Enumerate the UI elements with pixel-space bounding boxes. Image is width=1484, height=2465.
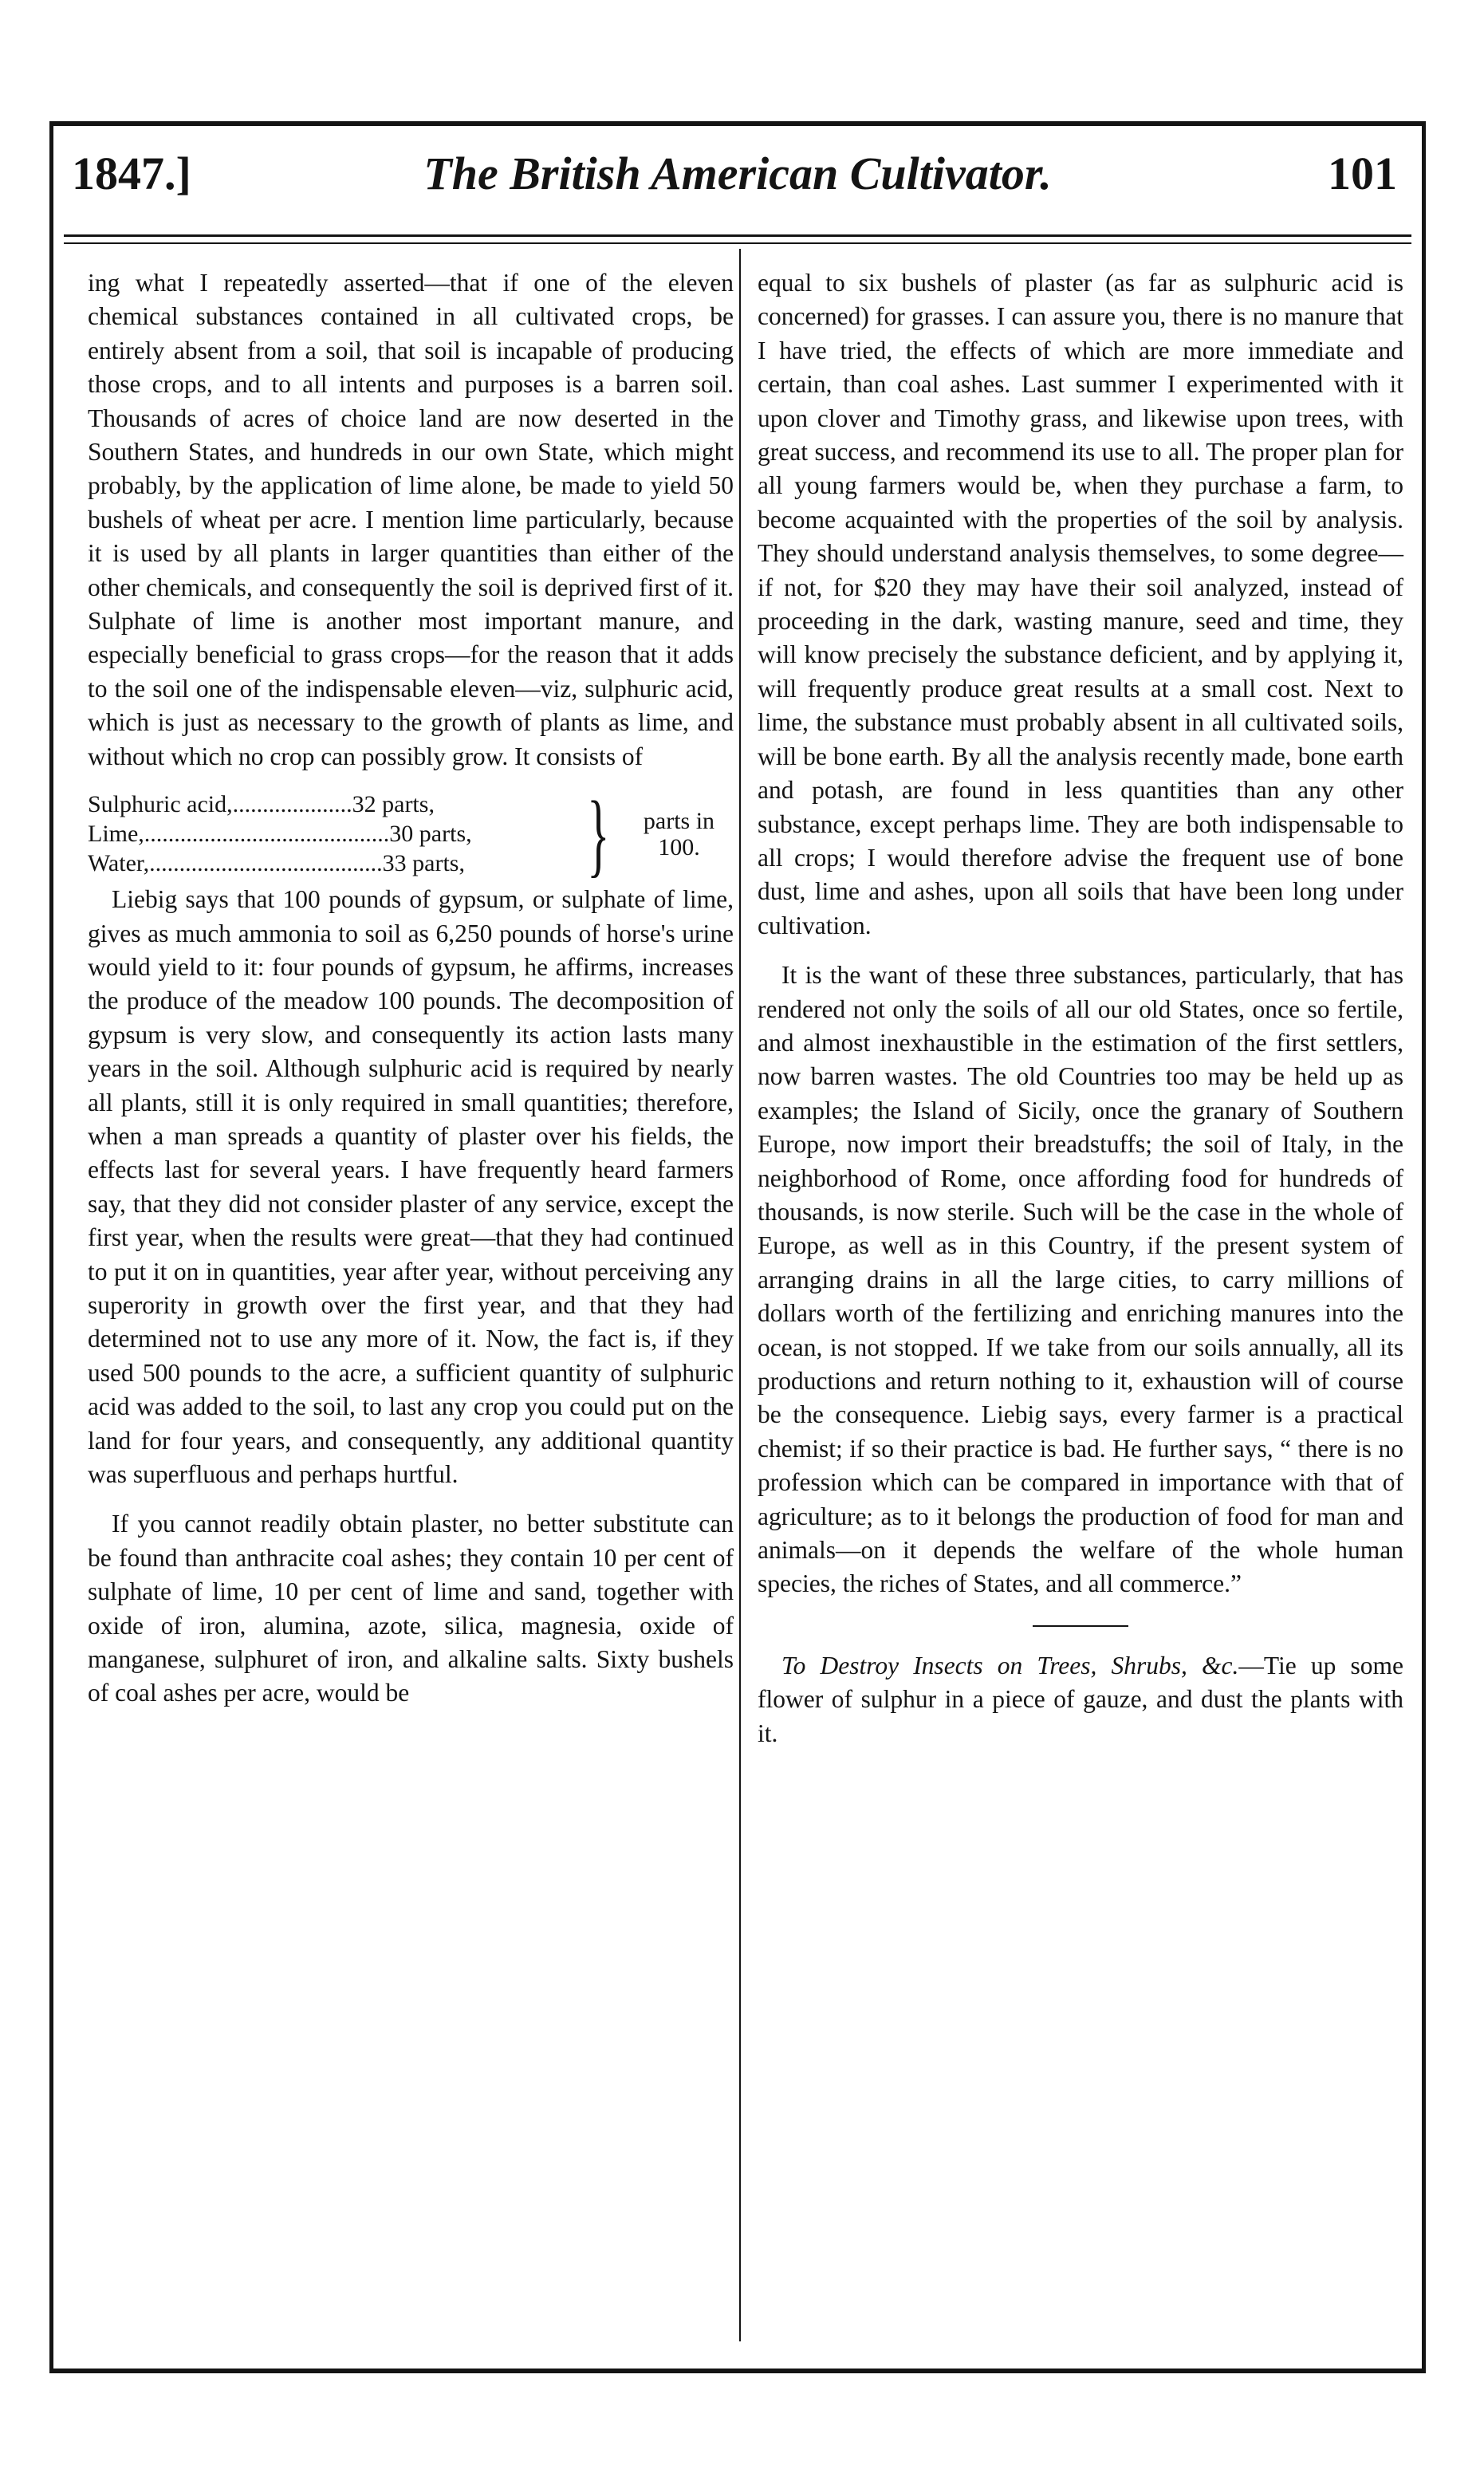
page-header [64, 142, 1411, 230]
column-divider [739, 249, 741, 2341]
frame-top-border [49, 121, 1426, 126]
left-paragraph-2: Liebig says that 100 pounds of gypsum, or sulphate of lime, gives as much ammonia to soil as 6,250 pounds of horse's urine would yield to it: four pounds of gypsum, he affirms, increases the produce of the meadow 100 pounds. The decomposition of gypsum is very slow, and consequently its action lasts many years in the soil. Although sulphuric acid is required by nearly all plants, still it is only required in small quantities; therefore, when a man spreads a quantity of plaster over his fields, the effects last for several years. I have frequently heard farmers say, that they did not consider plaster of any service, except the first year, when the results were great—that they had continued to put it on in quantities, year after year, without perceiving any superority in growth over the first year, and that they had determined not to use any more of it. Now, the fact is, if they used 500 pounds to the acre, a sufficient quantity of sulphuric acid was added to the soil, to last any crop you could put on the land for four years, and consequently, any additional quantity was superfluous and perhaps hurtful. [88, 885, 734, 1488]
right-paragraph-1: equal to six bushels of plaster (as far as sulphuric acid is concerned) for grasses. I can assure you, there is no manure that I have tried, the effects of which are more immediate and certain, than coal ashes. Last summer I experimented with it upon clover and Timothy grass, and likewise upon trees, with great success, and recommend its use to all. The proper plan for all young farmers would be, when they purchase a farm, to become acquainted with the properties of the soil by analysis. They should understand analysis themselves, to some degree—if not, for $20 they may have their soil analyzed, instead of proceeding in the dark, wasting manure, seed and time, they will know precisely the substance deficient, and by applying it, will frequently produce great results at a small cost. Next to lime, the substance must probably absent in all cultivated soils, will be bone earth. By all the analysis recently made, bone earth and potash, are found in less quantities than any other substance, except perhaps lime. They are both indispensable to all crops; I would therefore advise the frequent use of bone dust, lime and ashes, upon all soils that have been long under cultivation. [758, 269, 1403, 939]
header-rule [64, 234, 1411, 237]
page-frame [49, 121, 1426, 2373]
composition-row-water: Water,.......................................33 parts, [88, 850, 465, 877]
frame-left-border [49, 121, 53, 2373]
insect-note-heading: To Destroy Insects on Trees, Shrubs, &c. [781, 1651, 1239, 1679]
header-page-number: 101 [1328, 148, 1397, 199]
header-year: 1847.] [72, 148, 191, 199]
insect-note-text: —Tie up some flower of sulphur in a piece of gauze, and dust the plants with it. [758, 1651, 1404, 1747]
insect-note [758, 1649, 1403, 1750]
left-column [88, 266, 734, 1711]
composition-note: parts in 100. [643, 807, 715, 860]
right-column [758, 266, 1403, 1750]
left-paragraph-3: If you cannot readily obtain plaster, no better substitute can be found than anthracite coal ashes; they contain 10 per cent of sulphate of lime, 10 per cent of lime and sand, together with oxide of iron, alumina, azote, silica, magnesia, oxide of manganese, sulphuret of iron, and alkaline salts. Sixty bushels of coal ashes per acre, would be [88, 1510, 734, 1707]
right-paragraph-2: It is the want of these three substances, particularly, that has rendered not only the soils of all our old States, once so fertile, and almost inexhaustible in the estimation of the first settlers, now barren wastes. The old Countries too may be held up as examples; the Island of Sicily, once the granary of Southern Europe, now import their breadstuffs; the soil of Italy, in the neighborhood of Rome, once affording food for hundreds of thousands, is now sterile. Such will be the case in the whole of Europe, as well as in this Country, if the present system of arranging drains in all the large cities, to carry millions of dollars worth of the fertilizing and enriching manures into the ocean, is not stopped. If we take from our soils annually, all its productions and return nothing to it, exhaustion will of course be the consequence. Liebig says, every farmer is a practical chemist; if so their practice is bad. He further says, “ there is no profession which can be compared in importance with that of agriculture; as to it belongs the production of food for man and animals—on it depends the welfare of the whole human species, the riches of States, and all commerce.” [758, 961, 1403, 1598]
sulphate-composition-table [88, 781, 734, 886]
header-rule-thin [64, 242, 1411, 244]
composition-row-sulphuric-acid: Sulphuric acid,....................32 parts, [88, 791, 435, 818]
composition-rows [88, 790, 571, 878]
header-title: The British American Cultivator. [423, 148, 1052, 199]
composition-row-lime: Lime,.........................................30 parts, [88, 821, 472, 848]
frame-bottom-border [49, 2369, 1426, 2373]
section-divider [1033, 1625, 1128, 1627]
frame-right-border [1422, 121, 1426, 2373]
left-paragraph-1: ing what I repeatedly asserted—that if one of the eleven chemical substances contained in all cultivated crops, be entirely absent from a soil, that soil is incapable of producing those crops, and to all intents and purposes is a barren soil. Thousands of acres of choice land are now deserted in the Southern States, and hundreds in our own State, which might probably, by the application of lime alone, be made to yield 50 bushels of wheat per acre. I mention lime particularly, because it is used by all plants in larger quantities than either of the other chemicals, and consequently the soil is deprived first of it. Sulphate of lime is another most important manure, and especially beneficial to grass crops—for the reason that it adds to the soil one of the indispensable eleven—viz, sulphuric acid, which is just as necessary to the growth of plants as lime, and without which no crop can possibly grow. It consists of [88, 269, 734, 770]
brace-glyph: } [587, 781, 610, 886]
